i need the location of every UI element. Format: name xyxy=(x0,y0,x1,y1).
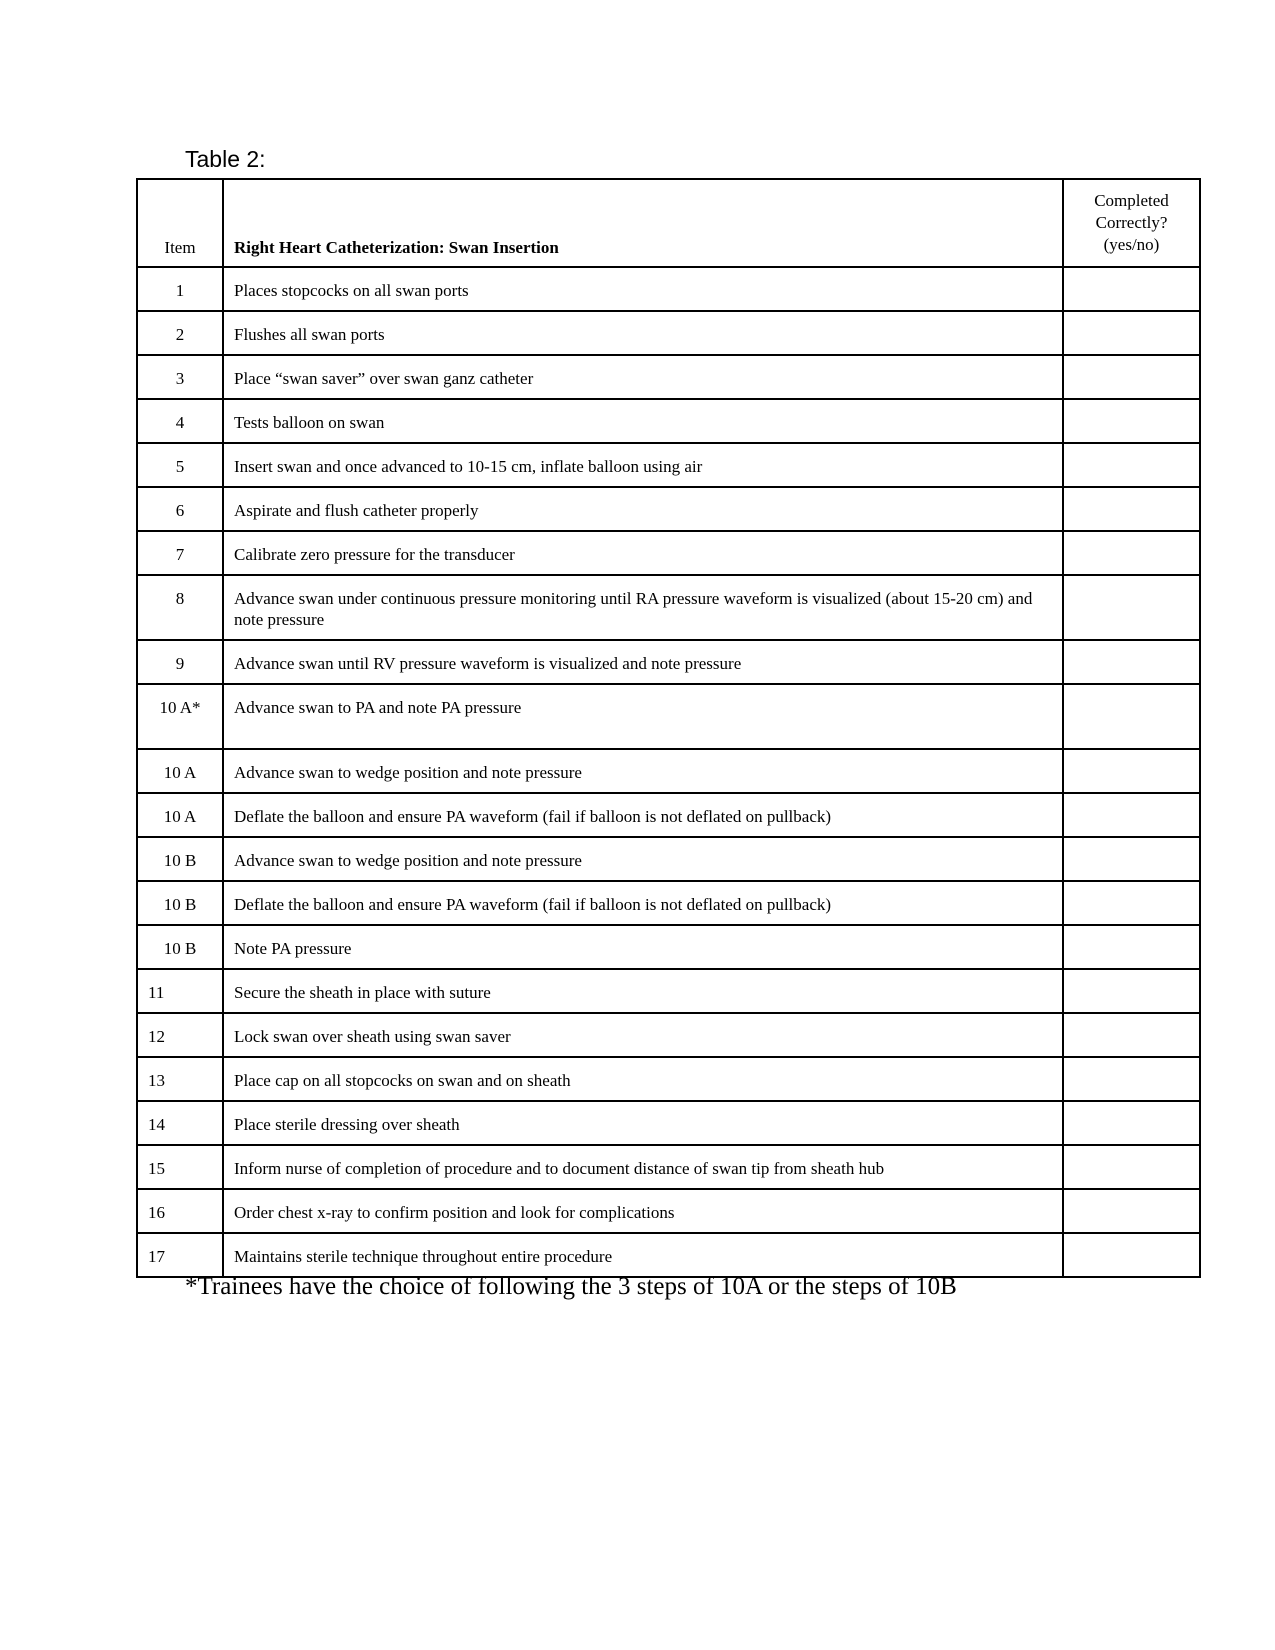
table-header-row xyxy=(137,179,1200,267)
table-caption: Table 2: xyxy=(185,146,266,172)
table-row xyxy=(137,1145,1200,1189)
row-completed-cell[interactable] xyxy=(1063,575,1200,640)
row-description: Inform nurse of completion of procedure and to document distance of swan tip from sheath hub xyxy=(223,1145,1063,1189)
table-row xyxy=(137,793,1200,837)
row-item-number: 2 xyxy=(137,311,223,355)
row-item-number: 9 xyxy=(137,640,223,684)
row-description: Insert swan and once advanced to 10-15 cm, inflate balloon using air xyxy=(223,443,1063,487)
row-description: Flushes all swan ports xyxy=(223,311,1063,355)
header-description: Right Heart Catheterization: Swan Insertion xyxy=(223,179,1063,267)
row-description: Deflate the balloon and ensure PA waveform (fail if balloon is not deflated on pullback) xyxy=(223,793,1063,837)
row-description: Advance swan to wedge position and note pressure xyxy=(223,837,1063,881)
header-completed xyxy=(1063,179,1200,267)
row-completed-cell[interactable] xyxy=(1063,267,1200,311)
row-description: Place sterile dressing over sheath xyxy=(223,1101,1063,1145)
table-row xyxy=(137,487,1200,531)
table-row xyxy=(137,749,1200,793)
row-completed-cell[interactable] xyxy=(1063,925,1200,969)
row-item-number: 10 B xyxy=(137,837,223,881)
row-completed-cell[interactable] xyxy=(1063,311,1200,355)
row-completed-cell[interactable] xyxy=(1063,1233,1200,1277)
row-item-number: 6 xyxy=(137,487,223,531)
header-completed-text: Completed Correctly? (yes/no) xyxy=(1094,191,1169,254)
table-body xyxy=(137,267,1200,1277)
table-row xyxy=(137,925,1200,969)
table-row xyxy=(137,640,1200,684)
row-completed-cell[interactable] xyxy=(1063,531,1200,575)
row-description: Lock swan over sheath using swan saver xyxy=(223,1013,1063,1057)
table-row xyxy=(137,837,1200,881)
row-description: Advance swan to PA and note PA pressure xyxy=(223,684,1063,749)
row-item-number: 13 xyxy=(137,1057,223,1101)
row-description: Advance swan under continuous pressure monitoring until RA pressure waveform is visualized (about 15-20 cm) and note pressure xyxy=(223,575,1063,640)
table-row xyxy=(137,531,1200,575)
row-completed-cell[interactable] xyxy=(1063,640,1200,684)
row-completed-cell[interactable] xyxy=(1063,487,1200,531)
row-completed-cell[interactable] xyxy=(1063,837,1200,881)
row-item-number: 10 A xyxy=(137,793,223,837)
row-description: Maintains sterile technique throughout entire procedure xyxy=(223,1233,1063,1277)
row-description: Deflate the balloon and ensure PA waveform (fail if balloon is not deflated on pullback) xyxy=(223,881,1063,925)
row-description: Places stopcocks on all swan ports xyxy=(223,267,1063,311)
row-item-number: 16 xyxy=(137,1189,223,1233)
row-completed-cell[interactable] xyxy=(1063,881,1200,925)
table-row xyxy=(137,443,1200,487)
table-row xyxy=(137,969,1200,1013)
row-completed-cell[interactable] xyxy=(1063,1101,1200,1145)
row-completed-cell[interactable] xyxy=(1063,1013,1200,1057)
row-description: Note PA pressure xyxy=(223,925,1063,969)
row-description: Secure the sheath in place with suture xyxy=(223,969,1063,1013)
table-row xyxy=(137,1013,1200,1057)
row-completed-cell[interactable] xyxy=(1063,1189,1200,1233)
row-item-number: 3 xyxy=(137,355,223,399)
table-row xyxy=(137,355,1200,399)
row-item-number: 4 xyxy=(137,399,223,443)
row-completed-cell[interactable] xyxy=(1063,749,1200,793)
row-item-number: 12 xyxy=(137,1013,223,1057)
row-item-number: 10 A xyxy=(137,749,223,793)
row-description: Aspirate and flush catheter properly xyxy=(223,487,1063,531)
footnote: *Trainees have the choice of following the 3 steps of 10A or the steps of 10B xyxy=(185,1273,957,1300)
row-description: Advance swan to wedge position and note pressure xyxy=(223,749,1063,793)
row-completed-cell[interactable] xyxy=(1063,684,1200,749)
row-item-number: 10 A* xyxy=(137,684,223,749)
row-completed-cell[interactable] xyxy=(1063,355,1200,399)
table-row xyxy=(137,399,1200,443)
row-item-number: 1 xyxy=(137,267,223,311)
row-item-number: 10 B xyxy=(137,925,223,969)
row-completed-cell[interactable] xyxy=(1063,443,1200,487)
row-description: Place “swan saver” over swan ganz catheter xyxy=(223,355,1063,399)
table-row xyxy=(137,1233,1200,1277)
row-item-number: 17 xyxy=(137,1233,223,1277)
table-row xyxy=(137,684,1200,749)
table-row xyxy=(137,881,1200,925)
row-item-number: 14 xyxy=(137,1101,223,1145)
table-row xyxy=(137,311,1200,355)
row-description: Order chest x-ray to confirm position and look for complications xyxy=(223,1189,1063,1233)
table-row xyxy=(137,1057,1200,1101)
row-description: Calibrate zero pressure for the transducer xyxy=(223,531,1063,575)
row-item-number: 5 xyxy=(137,443,223,487)
table-row xyxy=(137,1101,1200,1145)
table-row xyxy=(137,575,1200,640)
checklist-table xyxy=(136,178,1201,1278)
row-completed-cell[interactable] xyxy=(1063,399,1200,443)
row-description: Place cap on all stopcocks on swan and on sheath xyxy=(223,1057,1063,1101)
row-description: Advance swan until RV pressure waveform is visualized and note pressure xyxy=(223,640,1063,684)
row-completed-cell[interactable] xyxy=(1063,969,1200,1013)
row-completed-cell[interactable] xyxy=(1063,1057,1200,1101)
row-item-number: 11 xyxy=(137,969,223,1013)
row-item-number: 15 xyxy=(137,1145,223,1189)
row-item-number: 10 B xyxy=(137,881,223,925)
row-description: Tests balloon on swan xyxy=(223,399,1063,443)
table-row xyxy=(137,1189,1200,1233)
row-item-number: 7 xyxy=(137,531,223,575)
row-completed-cell[interactable] xyxy=(1063,793,1200,837)
row-item-number: 8 xyxy=(137,575,223,640)
table-row xyxy=(137,267,1200,311)
header-item: Item xyxy=(137,179,223,267)
row-completed-cell[interactable] xyxy=(1063,1145,1200,1189)
